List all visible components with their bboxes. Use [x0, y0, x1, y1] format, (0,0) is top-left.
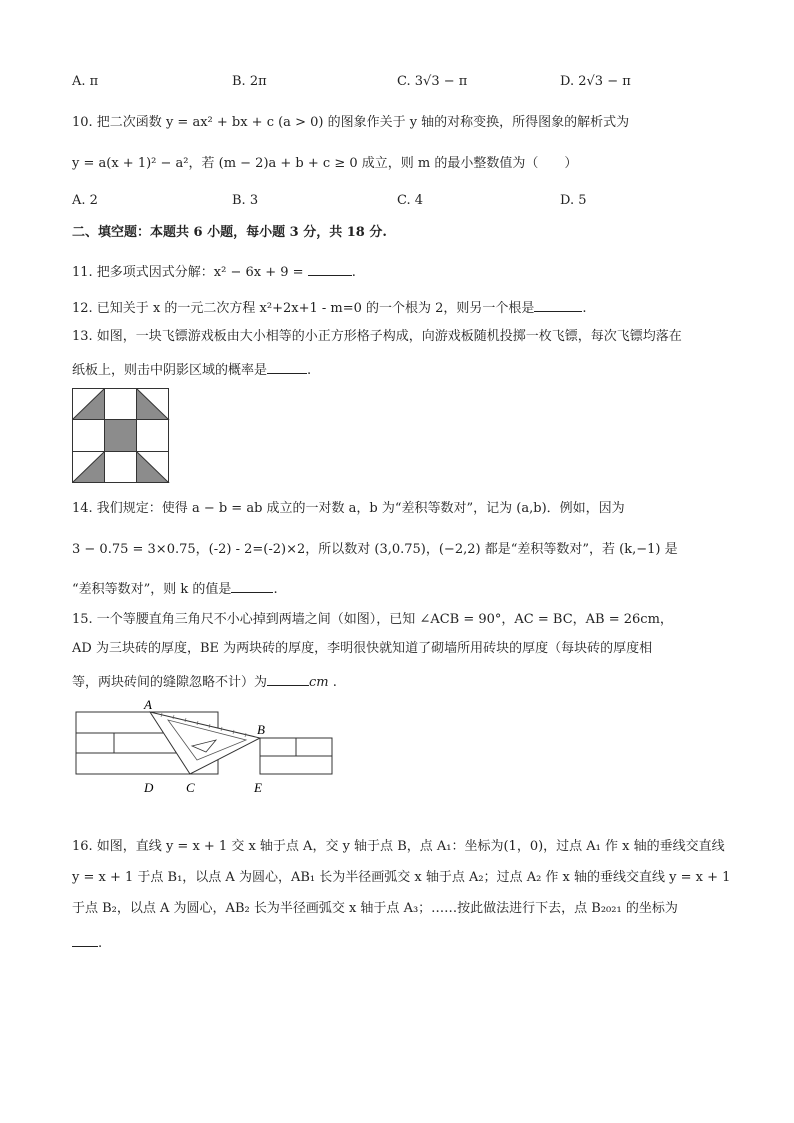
label-b: B: [257, 722, 265, 737]
q10-option-b: B. 3: [232, 193, 259, 208]
q16-end: .: [98, 936, 103, 951]
q11-end: .: [351, 265, 356, 280]
q9-option-b: B. 2π: [232, 74, 267, 89]
q16-answer-wrap: [72, 932, 102, 953]
q16-line2: y = x + 1 于点 B₁，以点 A 为圆心，AB₁ 长为半径画弧交 x 轴于点 A₂；过点 A₂ 作 x 轴的垂线交直线 y = x + 1: [72, 870, 731, 885]
wall-triangle-figure: [70, 696, 340, 800]
q14-line2: 3 − 0.75 = 3×0.75，(-2) - 2=(-2)×2，所以数对 (3,0.75)，(−2,2) 都是“差积等数对”，若 (k,−1) 是: [72, 542, 678, 557]
q12-text: 12. 已知关于 x 的一元二次方程 x²+2x+1 - m=0 的一个根为 2，则另一个根是: [72, 301, 535, 316]
q10-line2: y = a(x + 1)² − a²，若 (m − 2)a + b + c ≥ 0 成立，则 m 的最小整数值为（ ）: [72, 156, 578, 171]
q14-answer-blank: [231, 578, 273, 593]
q15-unit: cm: [309, 675, 329, 690]
q15-line3-wrap: [72, 671, 337, 692]
q16-line1: 16. 如图，直线 y = x + 1 交 x 轴于点 A，交 y 轴于点 B，点 A₁：坐标为(1，0)，过点 A₁ 作 x 轴的垂线交直线: [72, 839, 725, 854]
dartboard-figure: [72, 388, 170, 484]
q10-option-a: A. 2: [72, 193, 98, 208]
q15-answer-blank: [267, 671, 309, 686]
q12: [72, 297, 587, 318]
label-c: C: [186, 780, 195, 795]
label-a: A: [144, 697, 152, 712]
q13-answer-blank: [267, 359, 307, 374]
q9-option-c: C. 3√3 − π: [397, 74, 468, 89]
q16-answer-blank: [72, 932, 98, 947]
q14-line3: “差积等数对”，则 k 的值是: [72, 582, 232, 597]
q13-line2-wrap: [72, 359, 311, 380]
q13-line2: 纸板上，则击中阴影区域的概率是: [72, 363, 268, 378]
q11-text: 11. 把多项式因式分解：x² − 6x + 9 =: [72, 265, 304, 280]
q10-option-c: C. 4: [397, 193, 424, 208]
q10-option-d: D. 5: [560, 193, 587, 208]
q13-end: .: [307, 363, 312, 378]
shaded-center-square: [105, 420, 137, 452]
q11-answer-blank: [308, 261, 352, 276]
label-e: E: [254, 780, 262, 795]
q11: [72, 261, 356, 282]
q14-line3-wrap: [72, 578, 278, 599]
q9-option-a: A. π: [72, 74, 99, 89]
label-d: D: [144, 780, 154, 795]
q16-line3: 于点 B₂，以点 A 为圆心，AB₂ 长为半径画弧交 x 轴于点 A₃；……按此做法进行下去，点 B₂₀₂₁ 的坐标为: [72, 901, 678, 916]
q15-end: .: [332, 675, 337, 690]
q15-line3: 等，两块砖间的缝隙忽略不计）为: [72, 675, 268, 690]
section-2-title: 二、填空题：本题共 6 小题，每小题 3 分，共 18 分.: [72, 225, 387, 240]
q12-end: .: [582, 301, 587, 316]
q12-answer-blank: [534, 297, 582, 312]
q15-line2: AD 为三块砖的厚度，BE 为两块砖的厚度，李明很快就知道了砌墙所用砖块的厚度（每块砖的厚度相: [72, 641, 653, 656]
q9-option-d: D. 2√3 − π: [560, 74, 631, 89]
q13-line1: 13. 如图，一块飞镖游戏板由大小相等的小正方形格子构成，向游戏板随机投掷一枚飞镖，每次飞镖均落在: [72, 329, 682, 344]
q10-line1: 10. 把二次函数 y = ax² + bx + c (a > 0) 的图象作关于 y 轴的对称变换，所得图象的解析式为: [72, 115, 630, 130]
q15-line1: 15. 一个等腰直角三角尺不小心掉到两墙之间（如图），已知 ∠ACB = 90°，AC = BC，AB = 26cm，: [72, 612, 673, 627]
q14-end: .: [273, 582, 278, 597]
q14-line1: 14. 我们规定：使得 a − b = ab 成立的一对数 a，b 为“差积等数对”，记为 (a,b)．例如，因为: [72, 501, 625, 516]
